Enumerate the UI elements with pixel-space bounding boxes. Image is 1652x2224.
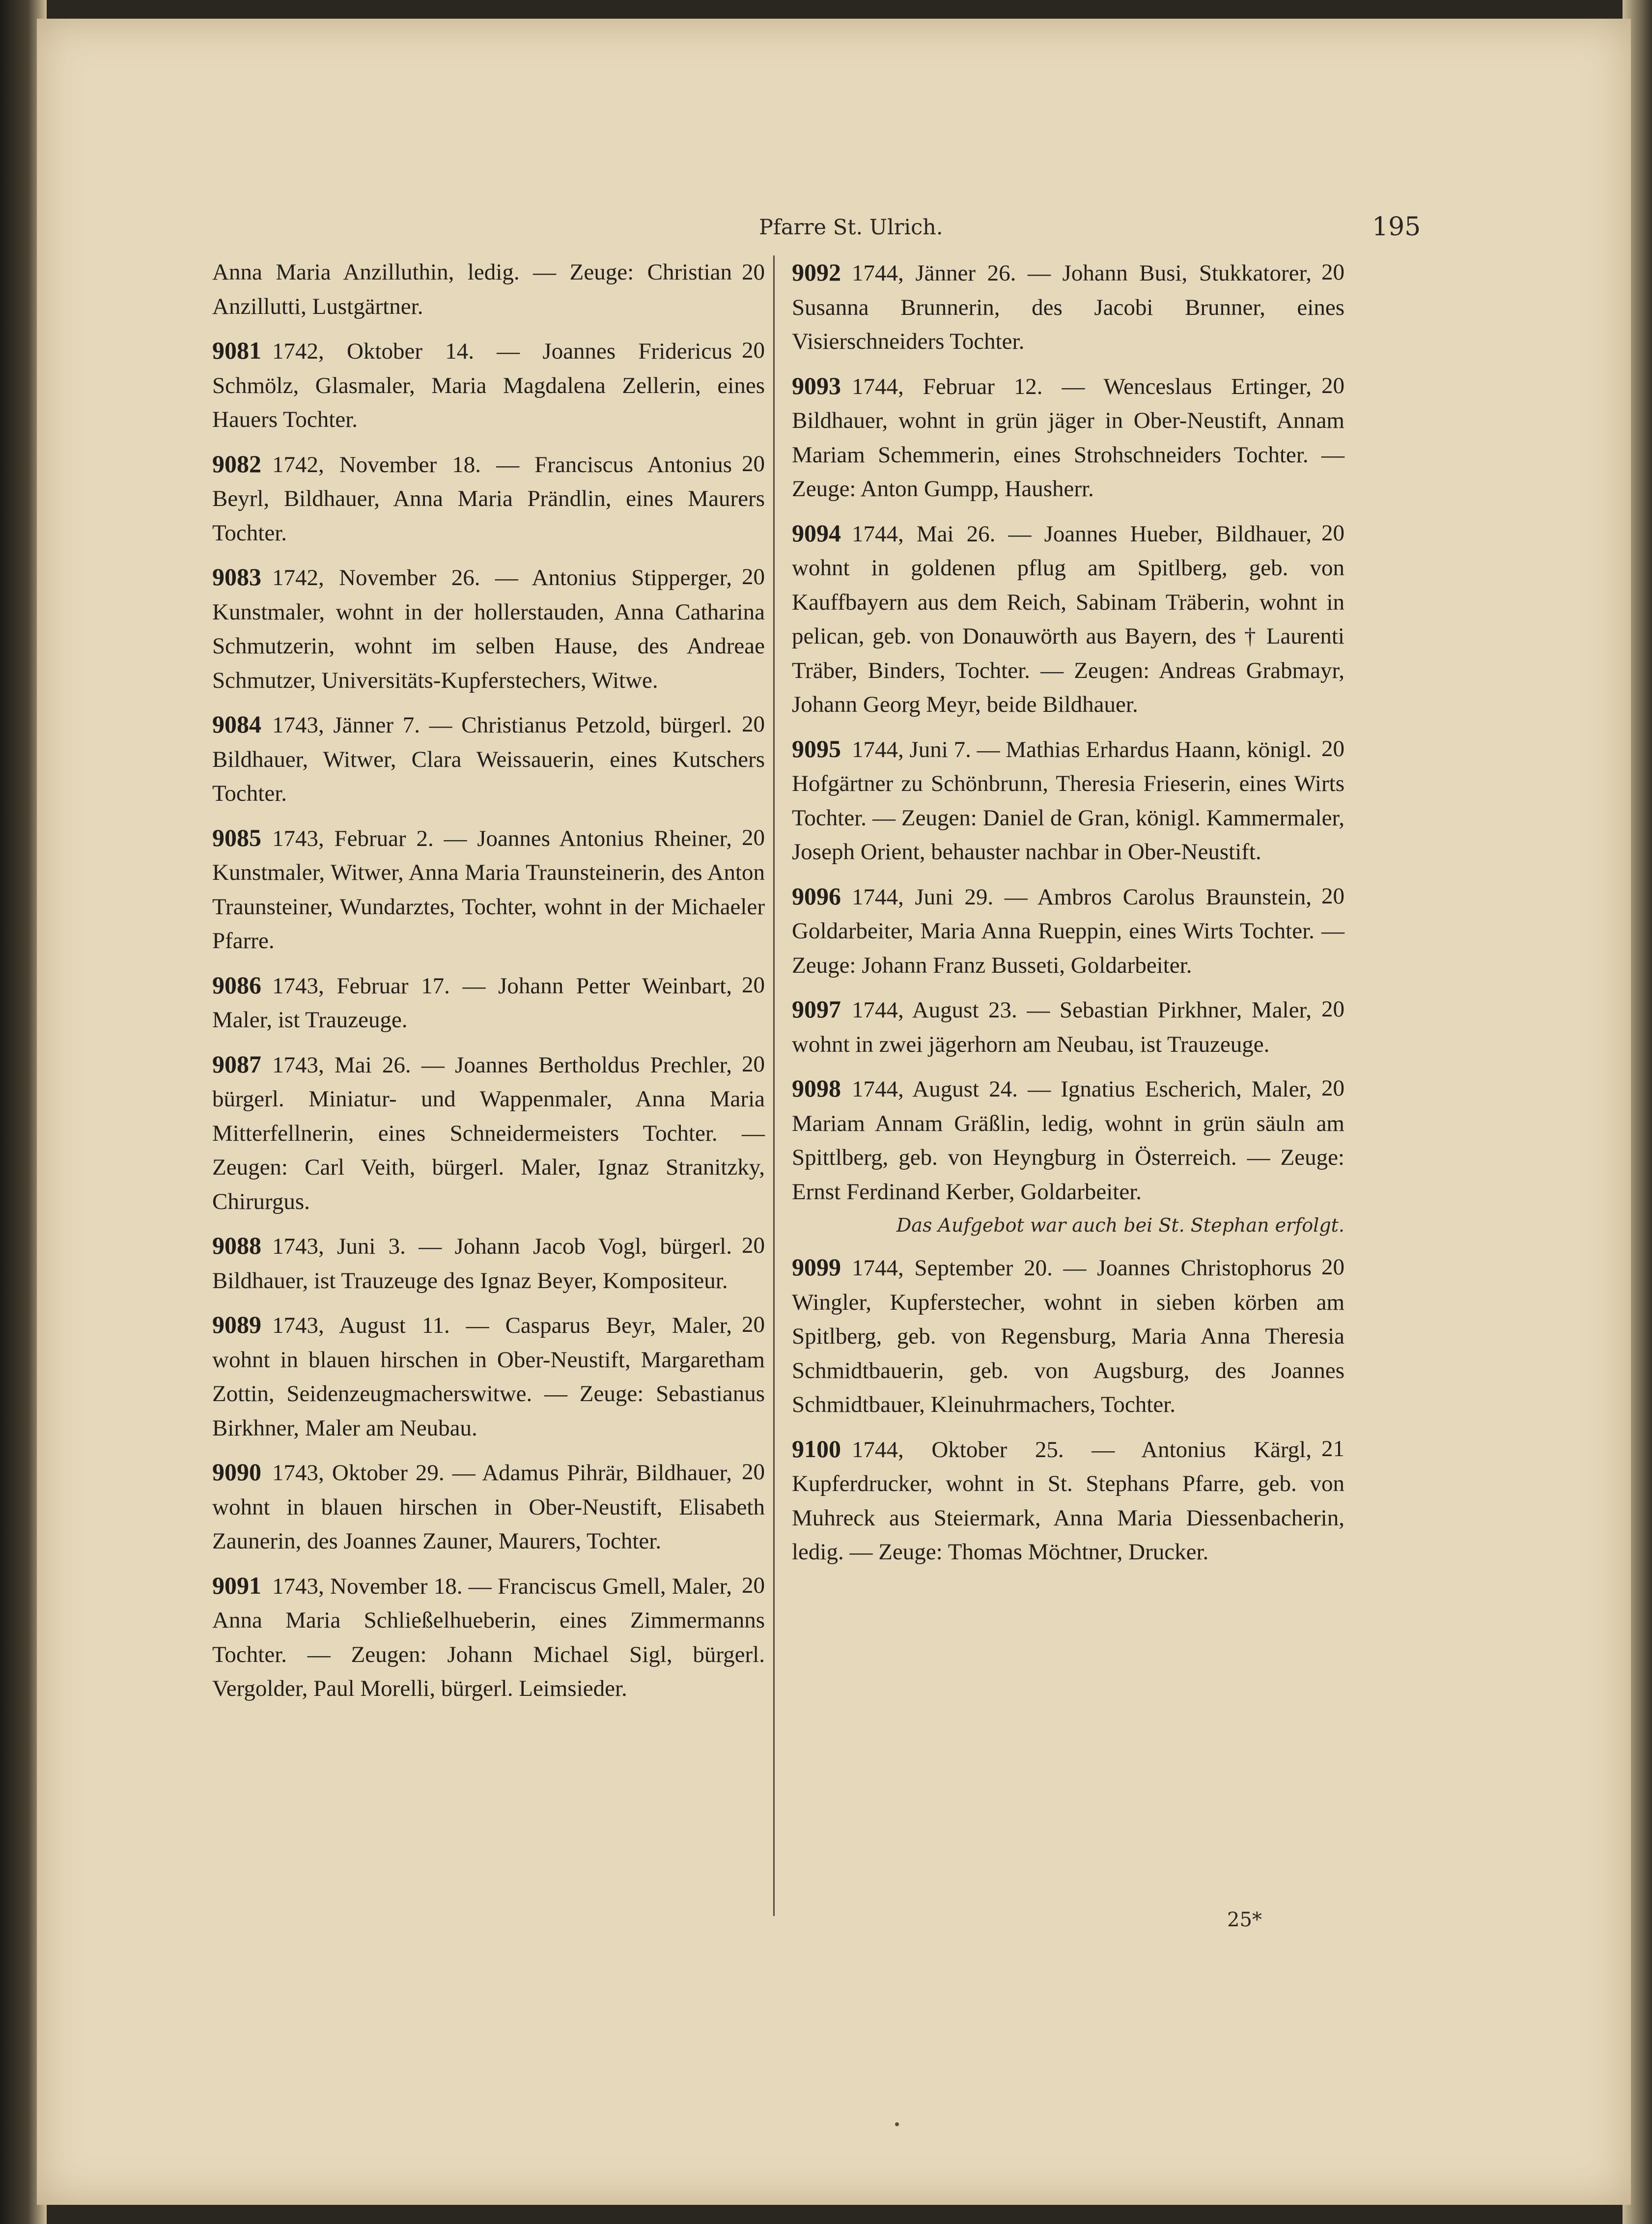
- entry-9100: 9100 21 1744, Oktober 25. — Antonius Kärgl, Kupferdrucker, wohnt in St. Stephans Pfarre, geb. von Muhreck aus Steiermark, Anna Maria Diessenbacherin, ledig. — Zeuge: Thomas Möchtner, Drucker.: [792, 1435, 1344, 1565]
- right-column: [792, 255, 1344, 1579]
- entry-9095: 9095 20 1744, Juni 7. — Mathias Erhardus Haann, königl. Hofgärtner zu Schönbrunn, Theresia Frieserin, eines Wirts Tochter. — Zeugen: Daniel de Gran, königl. Kammermaler, Joseph Orient, behauster nachbar in Ober-Neustift.: [792, 734, 1344, 865]
- entry-9098-note: Das Aufgebot war auch bei St. Stephan erfolgt.: [896, 1214, 1344, 1236]
- paper-spot: [895, 2122, 899, 2126]
- entry-9092: 9092 20 1744, Jänner 26. — Johann Busi, Stukkatorer, Susanna Brunnerin, des Jacobi Brunner, eines Visierschneiders Tochter.: [792, 258, 1344, 354]
- entry-9097: 9097 20 1744, August 23. — Sebastian Pirkhner, Maler, wohnt in zwei jägerhorn am Neubau, ist Trauzeuge.: [792, 995, 1344, 1057]
- entry-9083: 9083 20 1742, November 26. — Antonius Stipperger, Kunstmaler, wohnt in der hollerstauden, Anna Catharina Schmutzerin, wohnt im selben Hause, des Andreae Schmutzer, Universitäts-Kupferstechers, Witwe.: [212, 563, 765, 693]
- entry-9093: 9093 20 1744, Februar 12. — Wenceslaus Ertinger, Bildhauer, wohnt in grün jäger in Ober-Neustift, Annam Mariam Schemmerin, eines Strohschneiders Tochter. — Zeuge: Anton Gumpp, Hausherr.: [792, 371, 1344, 502]
- entry-9096: 9096 20 1744, Juni 29. — Ambros Carolus Braunstein, Goldarbeiter, Maria Anna Rueppin, eines Wirts Tochter. — Zeuge: Johann Franz Busseti, Goldarbeiter.: [792, 882, 1344, 978]
- entry-continued: 20 Anna Maria Anzilluthin, ledig. — Zeuge: Christian Anzillutti, Lustgärtner.: [212, 259, 765, 319]
- entry-9081: 9081 20 1742, Oktober 14. — Joannes Fridericus Schmölz, Glasmaler, Maria Magdalena Zellerin, eines Hauers Tochter.: [212, 337, 765, 432]
- running-title: Pfarre St. Ulrich.: [759, 215, 943, 240]
- entry-9082: 9082 20 1742, November 18. — Franciscus Antonius Beyrl, Bildhauer, Anna Maria Prändlin, eines Maurers Tochter.: [212, 450, 765, 546]
- signature-mark: 25*: [1227, 1909, 1262, 1931]
- entry-9094: 9094 20 1744, Mai 26. — Joannes Hueber, Bildhauer, wohnt in goldenen pflug am Spitlberg, geb. von Kauffbayern aus dem Reich, Sabinam Träberin, wohnt in pelican, geb. von Donauwörth aus Bayern, des † Laurenti Träber, Binders, Tochter. — Zeugen: Andreas Grabmayr, Johann Georg Meyr, beide Bildhauer.: [792, 519, 1344, 717]
- entry-9098: 9098 20 1744, August 24. — Ignatius Escherich, Maler, Mariam Annam Gräßlin, ledig, wohnt in grün säuln am Spittlberg, geb. von Heyngburg in Österreich. — Zeuge: Ernst Ferdinand Kerber, Goldarbeiter.: [792, 1074, 1344, 1205]
- entry-9091: 9091 20 1743, November 18. — Franciscus Gmell, Maler, Anna Maria Schließelhueberin, eines Zimmermanns Tochter. — Zeugen: Johann Michael Sigl, bürgerl. Vergolder, Paul Morelli, bürgerl. Leimsieder.: [212, 1571, 765, 1701]
- entry-9084: 9084 20 1743, Jänner 7. — Christianus Petzold, bürgerl. Bildhauer, Witwer, Clara Weissauerin, eines Kutschers Tochter.: [212, 710, 765, 806]
- entry-9087: 9087 20 1743, Mai 26. — Joannes Bertholdus Prechler, bürgerl. Miniatur- und Wappenmaler, Anna Maria Mitterfellnerin, eines Schneidermeisters Tochter. — Zeugen: Carl Veith, bürgerl. Maler, Ignaz Stranitzky, Chirurgus.: [212, 1050, 765, 1214]
- entry-9085: 9085 20 1743, Februar 2. — Joannes Antonius Rheiner, Kunstmaler, Witwer, Anna Maria Traunsteinerin, des Anton Traunsteiner, Wundarztes, Tochter, wohnt in der Michaeler Pfarre.: [212, 823, 765, 954]
- entry-9090: 9090 20 1743, Oktober 29. — Adamus Pihrär, Bildhauer, wohnt in blauen hirschen in Ober-Neustift, Elisabeth Zaunerin, des Joannes Zauner, Maurers, Tochter.: [212, 1458, 765, 1554]
- entry-9086: 9086 20 1743, Februar 17. — Johann Petter Weinbart, Maler, ist Trauzeuge.: [212, 971, 765, 1033]
- entry-9099: 9099 20 1744, September 20. — Joannes Christophorus Wingler, Kupferstecher, wohnt in sieben körben am Spitlberg, geb. von Regensburg, Maria Anna Theresia Schmidtbauerin, geb. von Augsburg, des Joannes Schmidtbauer, Kleinuhrmachers, Tochter.: [792, 1253, 1344, 1417]
- column-divider: [773, 255, 775, 1916]
- entry-9089: 9089 20 1743, August 11. — Casparus Beyr, Maler, wohnt in blauen hirschen in Ober-Neustift, Margaretham Zottin, Seidenzeugmacherswitwe. — Zeuge: Sebastianus Birkhner, Maler am Neubau.: [212, 1311, 765, 1441]
- entry-9088: 9088 20 1743, Juni 3. — Johann Jacob Vogl, bürgerl. Bildhauer, ist Trauzeuge des Ignaz Beyer, Kompositeur.: [212, 1232, 765, 1294]
- left-column: [212, 255, 765, 1716]
- page-number: 195: [1372, 212, 1421, 242]
